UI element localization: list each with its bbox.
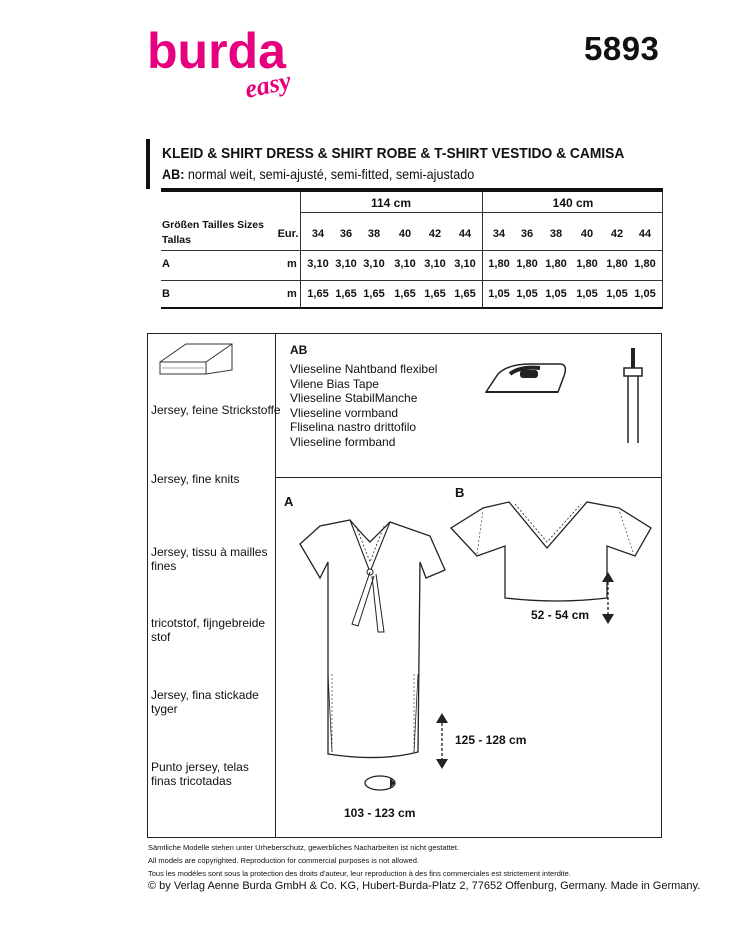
yardage-cell: 1,05 <box>516 288 538 300</box>
yardage-table <box>0 0 752 320</box>
yardage-cell: 1,65 <box>424 288 446 300</box>
size-140-42: 42 <box>610 228 624 240</box>
shirt-b-illustration <box>447 498 657 613</box>
yardage-cell: 3,10 <box>454 258 476 270</box>
size-140-40: 40 <box>580 228 594 240</box>
legal-en: All models are copyrighted. Reproduction for commercial purposes is not allowed. <box>148 856 419 865</box>
width-140-header: 140 cm <box>552 196 594 210</box>
notions-heading: AB <box>290 343 308 357</box>
view-b-label: B <box>455 485 465 500</box>
shirt-length-arrow <box>600 572 616 629</box>
hem-width-icon <box>362 773 400 798</box>
fabric-es: Punto jersey, telas finas tricotadas <box>151 760 249 788</box>
size-114-42: 42 <box>428 228 442 240</box>
col-divider-1 <box>300 192 301 308</box>
yardage-cell: 1,05 <box>488 288 510 300</box>
twin-needle-icon <box>620 348 650 453</box>
row-a-unit: m <box>287 258 297 270</box>
logo-sub-text: easy <box>242 65 294 104</box>
row-b-label: B <box>162 288 170 300</box>
yardage-cell: 1,65 <box>307 288 329 300</box>
shirt-length-measure: 52 - 54 cm <box>531 608 590 622</box>
view-a-label: A <box>284 494 294 509</box>
size-140-34: 34 <box>492 228 506 240</box>
yardage-cell: 1,80 <box>488 258 510 270</box>
yardage-cell: 3,10 <box>424 258 446 270</box>
iron-icon <box>480 352 580 407</box>
col-divider-2 <box>482 192 483 308</box>
yardage-cell: 1,65 <box>335 288 357 300</box>
yardage-cell: 1,65 <box>394 288 416 300</box>
pattern-number: 5893 <box>584 30 660 67</box>
notion-1: Vlieseline Nahtband flexibel <box>290 362 438 376</box>
yardage-cell: 1,05 <box>606 288 628 300</box>
fabric-sv: Jersey, fina stickade tyger <box>151 688 259 716</box>
yardage-cell: 3,10 <box>363 258 385 270</box>
yardage-cell: 1,05 <box>634 288 656 300</box>
yardage-cell: 1,05 <box>576 288 598 300</box>
sizes-label-line1: Größen Tailles Sizes <box>162 219 264 231</box>
dress-a-illustration <box>290 512 450 789</box>
fit-text: normal weit, semi-ajusté, semi-fitted, semi-ajustado <box>184 166 475 182</box>
row-rule-2 <box>161 280 663 281</box>
yardage-cell: 1,80 <box>516 258 538 270</box>
row-rule-1 <box>161 250 663 251</box>
yardage-cell: 1,05 <box>545 288 567 300</box>
fabric-de: Jersey, feine Strickstoffe <box>151 403 281 417</box>
fabric-fr: Jersey, tissu à mailles fines <box>151 545 268 573</box>
notion-6: Vlieseline formband <box>290 434 396 449</box>
legal-fr: Tous les modèles sont sous la protection des droits d'auteur, leur reproduction à des fins commerciales est strictement interdite. <box>148 869 571 878</box>
size-114-40: 40 <box>398 228 412 240</box>
notion-3: Vlieseline StabilManche <box>290 391 418 405</box>
dress-width-measure: 103 - 123 cm <box>344 806 416 820</box>
yardage-cell: 1,80 <box>545 258 567 270</box>
yardage-cell: 1,65 <box>363 288 385 300</box>
table-bottom-rule <box>161 307 663 309</box>
fabric-en: Jersey, fine knits <box>151 472 240 486</box>
dress-length-measure: 125 - 128 cm <box>455 733 527 747</box>
size-114-34: 34 <box>311 228 325 240</box>
copyright: © by Verlag Aenne Burda GmbH & Co. KG, Hubert-Burda-Platz 2, 77652 Offenburg, Germany. Made in Germany. <box>148 880 701 892</box>
size-114-38: 38 <box>367 228 381 240</box>
notion-5: Fliselina nastro drittofilo <box>290 420 417 434</box>
yardage-cell: 1,80 <box>576 258 598 270</box>
dress-length-arrow <box>434 713 450 774</box>
size-114-44: 44 <box>458 228 472 240</box>
notion-2: Vilene Bias Tape <box>290 376 379 391</box>
sizes-label-line2: Tallas <box>162 234 191 246</box>
yardage-cell: 1,80 <box>606 258 628 270</box>
yardage-cell: 3,10 <box>307 258 329 270</box>
yardage-cell: 3,10 <box>394 258 416 270</box>
fabric-nl: tricotstof, fijngebreide stof <box>151 616 266 644</box>
row-a-label: A <box>162 258 170 270</box>
yardage-cell: 1,65 <box>454 288 476 300</box>
fabric-bolt-icon <box>156 340 234 385</box>
fit-prefix: AB: <box>162 166 185 182</box>
size-140-38: 38 <box>549 228 563 240</box>
unit-label: Eur. <box>277 228 299 240</box>
row-b-unit: m <box>287 288 297 300</box>
legal-de: Sämtliche Modelle stehen unter Urheberschutz, gewerbliches Nacharbeiten ist nicht gestattet. <box>148 843 459 852</box>
yardage-cell: 3,10 <box>335 258 357 270</box>
size-140-36: 36 <box>520 228 534 240</box>
col-divider-3 <box>662 192 663 308</box>
logo-brand-text: burda <box>147 23 286 79</box>
width-114-header: 114 cm <box>370 196 412 210</box>
notions-divider <box>275 477 661 478</box>
yardage-cell: 1,80 <box>634 258 656 270</box>
pattern-title: KLEID & SHIRT DRESS & SHIRT ROBE & T-SHIRT VESTIDO & CAMISA <box>162 145 625 162</box>
size-114-36: 36 <box>339 228 353 240</box>
size-140-44: 44 <box>638 228 652 240</box>
notion-4: Vlieseline vormband <box>290 405 399 420</box>
